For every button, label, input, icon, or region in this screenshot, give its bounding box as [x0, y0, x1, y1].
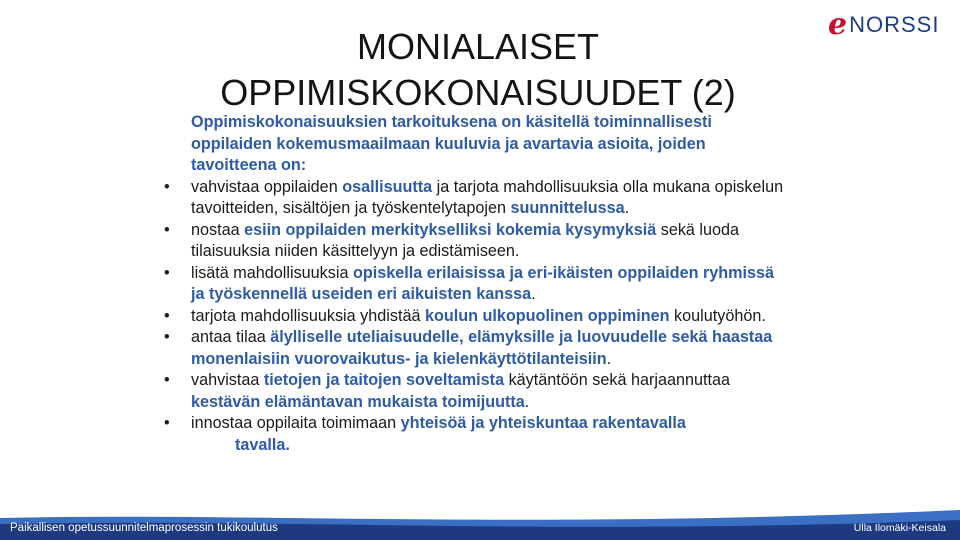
- bullet-item: • antaa tilaa älylliselle uteliaisuudelle, elämyksille ja luovuudelle sekä haastaa monenlaisiin vuorovaikutus- ja kielenkäyttötilanteisiin.: [164, 328, 773, 368]
- bullet-icon: •: [164, 371, 170, 389]
- bullet-icon: •: [164, 263, 170, 282]
- slide-title-line2: OPPIMISKOKONAISUUDET (2): [220, 72, 736, 113]
- bullet-item: • vahvistaa oppilaiden osallisuutta ja tarjota mahdollisuuksia olla mukana opiskelun tavoitteiden, sisältöjen ja työskentelytapojen suunnittelussa.: [164, 177, 784, 217]
- slide-content: [160, 112, 785, 456]
- bullet-list: [160, 177, 785, 457]
- logo-text: NORSSI: [849, 12, 940, 37]
- footer-band: [0, 510, 960, 540]
- slide-title: [200, 24, 756, 116]
- bullet-icon: •: [164, 306, 170, 325]
- bullet-item: • vahvistaa tietojen ja taitojen soveltamista käytäntöön sekä harjaannuttaa kestävän elämäntavan mukaista toimijuutta.: [164, 371, 730, 411]
- footer-author: Ulla Ilomäki-Keisala: [853, 522, 946, 534]
- enorssi-logo: [828, 7, 940, 42]
- bullet-icon: •: [164, 220, 170, 239]
- bullet-item: • tarjota mahdollisuuksia yhdistää koulun ulkopuolinen oppiminen koulutyöhön.: [160, 306, 785, 328]
- logo-e-mark: e: [828, 7, 848, 42]
- bullet-item: • lisätä mahdollisuuksia opiskella erilaisissa ja eri-ikäisten oppilaiden ryhmissä ja työskennellä useiden eri aikuisten kanssa.: [164, 263, 775, 303]
- bullet-icon: •: [164, 328, 170, 346]
- bullet-icon: •: [164, 414, 170, 432]
- slide-title-line1: MONIALAISET: [356, 26, 600, 67]
- footer-left-text: Paikallisen opetussuunnitelmaprosessin tukikoulutus: [10, 522, 278, 534]
- intro-paragraph: Oppimiskokonaisuuksien tarkoituksena on käsitellä toiminnallisesti oppilaiden kokemusmaailmaan kuuluvia ja avartavia asioita, joiden tavoitteena on:: [191, 113, 712, 174]
- bullet-item: • innostaa oppilaita toimimaan yhteisöä ja yhteiskuntaa rakentavalla tavalla.: [164, 414, 686, 454]
- bullet-item: • nostaa esiin oppilaiden merkitykselliksi kokemia kysymyksiä sekä luoda tilaisuuksia niiden käsittelyyn ja edistämiseen.: [164, 220, 740, 260]
- bullet-icon: •: [164, 177, 170, 196]
